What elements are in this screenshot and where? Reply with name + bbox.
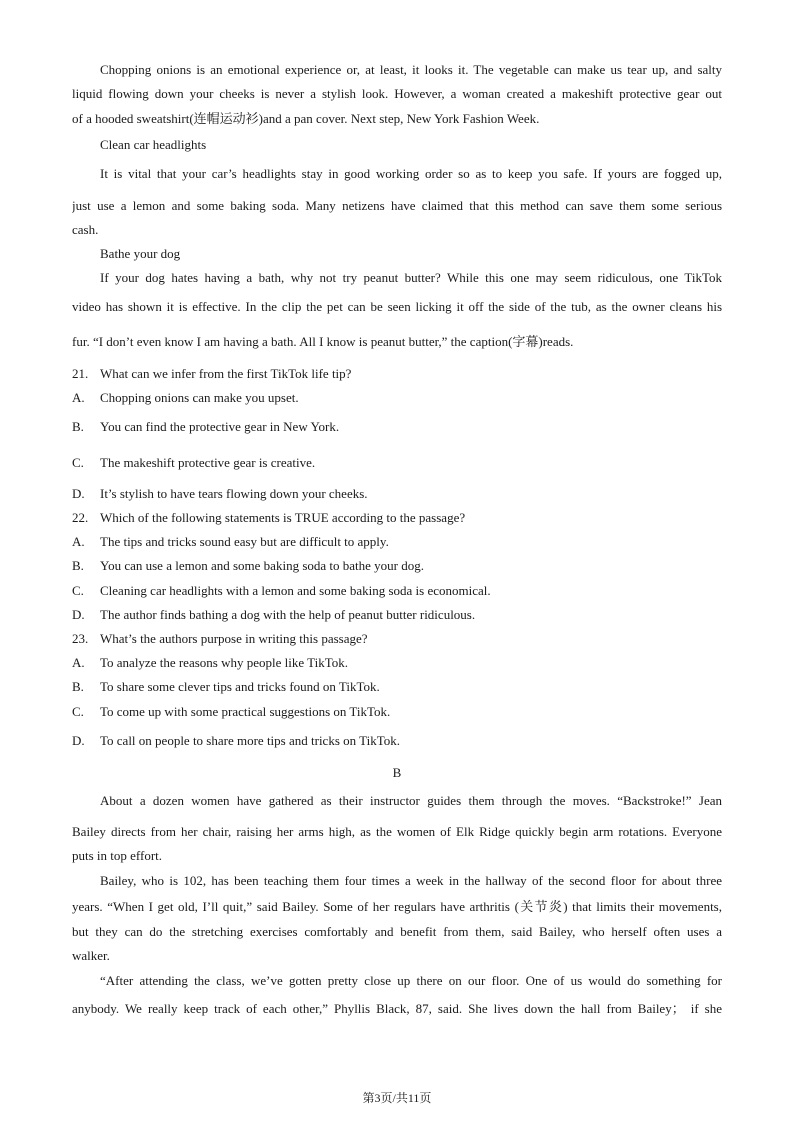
paragraph-line: puts in top effort. [72,848,163,863]
section-heading: B [392,765,402,780]
paragraph-line: anybody. We really keep track of each other,” Phyllis Black, 87, said. She lives down the hall from Bailey； if she [72,1001,722,1016]
question-stem [72,365,351,383]
option-label: D. [72,486,85,501]
option-label: C. [72,704,84,719]
paragraph-line: If your dog hates having a bath, why not try peanut butter? While this one may seem ridiculous, one TikTok [100,270,722,285]
question-text: What can we infer from the first TikTok life tip? [100,366,352,381]
question-text: What’s the authors purpose in writing this passage? [100,631,368,646]
question-number: 22. [72,510,89,525]
option-label: D. [72,733,85,748]
answer-option [72,533,389,551]
option-text: To come up with some practical suggestions on TikTok. [100,704,391,719]
option-text: Chopping onions can make you upset. [100,390,299,405]
paragraph-line: of a hooded sweatshirt(连帽运动衫)and a pan cover. Next step, New York Fashion Week. [72,111,540,126]
question-number: 23. [72,631,89,646]
paragraph-line: It is vital that your car’s headlights stay in good working order so as to keep you safe. If yours are fogged up, [100,166,722,181]
subheading: Clean car headlights [100,137,207,152]
option-text: To call on people to share more tips and tricks on TikTok. [100,733,401,748]
paragraph-line: video has shown it is effective. In the clip the pet can be seen licking it off the side of the tub, as the owner cleans his [72,299,722,314]
paragraph-line: Bailey directs from her chair, raising her arms high, as the women of Elk Ridge quickly begin arm rotations. Everyone [72,824,722,839]
answer-option [72,606,475,624]
answer-option [72,582,491,600]
answer-option [72,703,390,721]
option-label: A. [72,655,85,670]
paragraph-line: “After attending the class, we’ve gotten pretty close up there on our floor. One of us would do something for [100,973,722,988]
option-text: It’s stylish to have tears flowing down your cheeks. [100,486,368,501]
paragraph-line: fur. “I don’t even know I am having a bath. All I know is peanut butter,” the caption(字幕)reads. [72,334,574,349]
answer-option [72,454,315,472]
paragraph-line: Bailey, who is 102, has been teaching them four times a week in the hallway of the second floor for about three [100,873,722,888]
answer-option [72,418,339,436]
page-number-footer: 第3页/共11页 [362,1091,432,1105]
answer-option [72,557,424,575]
option-text: The author finds bathing a dog with the help of peanut butter ridiculous. [100,607,476,622]
question-text: Which of the following statements is TRUE according to the passage? [100,510,466,525]
question-stem [72,509,465,527]
option-text: You can find the protective gear in New York. [100,419,340,434]
answer-option [72,389,299,407]
answer-option [72,485,368,503]
question-number: 21. [72,366,89,381]
question-stem [72,630,368,648]
paragraph-line: walker. [72,948,110,963]
paragraph-line: liquid flowing down your cheeks is never a stylish look. However, a woman created a makeshift protective gear out [72,86,722,101]
paragraph-line: just use a lemon and some baking soda. Many netizens have claimed that this method can save them some serious [72,198,722,213]
option-text: You can use a lemon and some baking soda to bathe your dog. [100,558,424,573]
paragraph-line: cash. [72,222,99,237]
option-text: The makeshift protective gear is creative. [100,455,316,470]
option-label: B. [72,679,84,694]
option-label: B. [72,558,84,573]
option-text: Cleaning car headlights with a lemon and some baking soda is economical. [100,583,491,598]
answer-option [72,732,400,750]
paragraph-line: years. “When I get old, I’ll quit,” said Bailey. Some of her regulars have arthritis (关节炎) that limits their movements, [72,899,722,914]
option-text: The tips and tricks sound easy but are difficult to apply. [100,534,389,549]
answer-option [72,654,348,672]
option-label: B. [72,419,84,434]
option-label: C. [72,455,84,470]
paragraph-line: About a dozen women have gathered as their instructor guides them through the moves. “Backstroke!” Jean [100,793,722,808]
option-label: A. [72,534,85,549]
option-text: To analyze the reasons why people like TikTok. [100,655,349,670]
option-label: D. [72,607,85,622]
option-label: A. [72,390,85,405]
subheading: Bathe your dog [100,246,181,261]
answer-option [72,678,380,696]
paragraph-line: Chopping onions is an emotional experience or, at least, it looks it. The vegetable can make us tear up, and salty [100,62,722,77]
option-label: C. [72,583,84,598]
option-text: To share some clever tips and tricks found on TikTok. [100,679,380,694]
paragraph-line: but they can do the stretching exercises comfortably and benefit from them, said Bailey, who herself often uses a [72,924,722,939]
